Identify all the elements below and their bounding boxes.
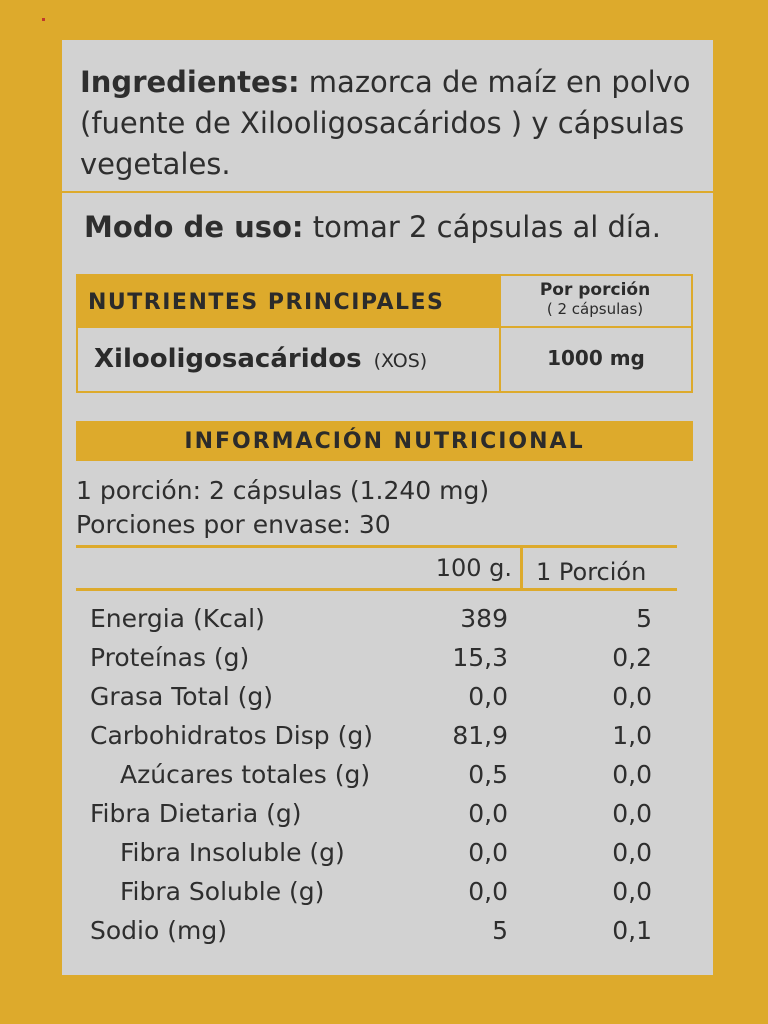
table-row xyxy=(62,638,713,677)
row-value-portion: 0,0 xyxy=(612,760,652,789)
portion-header xyxy=(499,276,691,328)
row-name: Proteínas (g) xyxy=(90,643,250,672)
table-row xyxy=(62,911,713,950)
usage-text xyxy=(84,209,661,245)
table-header-rule xyxy=(76,588,677,591)
red-fleck xyxy=(42,18,45,21)
column-header-portion: 1 Porción xyxy=(536,558,647,586)
row-value-portion: 1,0 xyxy=(612,721,652,750)
row-value-portion: 5 xyxy=(636,604,652,633)
usage-value: tomar 2 cápsulas al día. xyxy=(303,210,661,244)
row-value-100g: 5 xyxy=(492,916,508,945)
nutrient-value: 1000 mg xyxy=(547,346,645,370)
row-name: Fibra Insoluble (g) xyxy=(120,838,345,867)
servings-per-container: Porciones por envase: 30 xyxy=(76,510,391,539)
nutrition-rows xyxy=(62,599,713,950)
row-value-100g: 389 xyxy=(460,604,508,633)
row-name: Azúcares totales (g) xyxy=(120,760,371,789)
main-nutrients-table xyxy=(76,274,693,393)
label-panel xyxy=(62,40,713,975)
row-value-portion: 0,0 xyxy=(612,877,652,906)
ingredients-label: Ingredientes: xyxy=(80,65,300,99)
table-row xyxy=(62,794,713,833)
row-name: Fibra Dietaria (g) xyxy=(90,799,302,828)
nutrition-info-title: INFORMACIÓN NUTRICIONAL xyxy=(76,421,693,461)
row-name: Energia (Kcal) xyxy=(90,604,265,633)
table-row xyxy=(62,833,713,872)
row-name: Carbohidratos Disp (g) xyxy=(90,721,373,750)
serving-info xyxy=(76,474,489,542)
column-divider xyxy=(499,276,501,391)
row-value-100g: 15,3 xyxy=(452,643,508,672)
main-nutrients-header: NUTRIENTES PRINCIPALES xyxy=(78,276,499,328)
usage-section xyxy=(62,193,713,263)
row-value-portion: 0,2 xyxy=(612,643,652,672)
row-value-portion: 0,0 xyxy=(612,682,652,711)
row-value-100g: 0,0 xyxy=(468,838,508,867)
nutrient-name xyxy=(94,344,427,374)
table-row xyxy=(62,599,713,638)
table-row xyxy=(62,677,713,716)
row-value-100g: 0,0 xyxy=(468,682,508,711)
ingredients-section xyxy=(62,40,713,193)
row-value-portion: 0,0 xyxy=(612,799,652,828)
table-row xyxy=(62,872,713,911)
portion-title: Por porción xyxy=(539,280,651,300)
table-row xyxy=(62,716,713,755)
nutrient-abbr: (XOS) xyxy=(373,350,428,372)
ingredients-value: mazorca de maíz en polvo (fuente de Xilooligosacáridos ) y cápsulas vegetales. xyxy=(80,65,691,181)
serving-size: 1 porción: 2 cápsulas (1.240 mg) xyxy=(76,476,490,505)
row-value-100g: 81,9 xyxy=(452,721,508,750)
row-name: Grasa Total (g) xyxy=(90,682,273,711)
row-value-portion: 0,1 xyxy=(612,916,652,945)
table-top-rule xyxy=(76,545,677,548)
row-value-100g: 0,0 xyxy=(468,877,508,906)
column-header-100g: 100 g. xyxy=(435,554,512,582)
ingredients-text xyxy=(80,62,700,185)
row-value-portion: 0,0 xyxy=(612,838,652,867)
row-name: Sodio (mg) xyxy=(90,916,227,945)
row-name: Fibra Soluble (g) xyxy=(120,877,325,906)
column-header-divider xyxy=(520,548,523,588)
usage-label: Modo de uso: xyxy=(84,210,304,244)
table-row xyxy=(62,755,713,794)
row-value-100g: 0,5 xyxy=(468,760,508,789)
nutrient-name-text: Xilooligosacáridos xyxy=(94,344,362,374)
row-value-100g: 0,0 xyxy=(468,799,508,828)
portion-subtitle: ( 2 cápsulas) xyxy=(546,300,644,318)
